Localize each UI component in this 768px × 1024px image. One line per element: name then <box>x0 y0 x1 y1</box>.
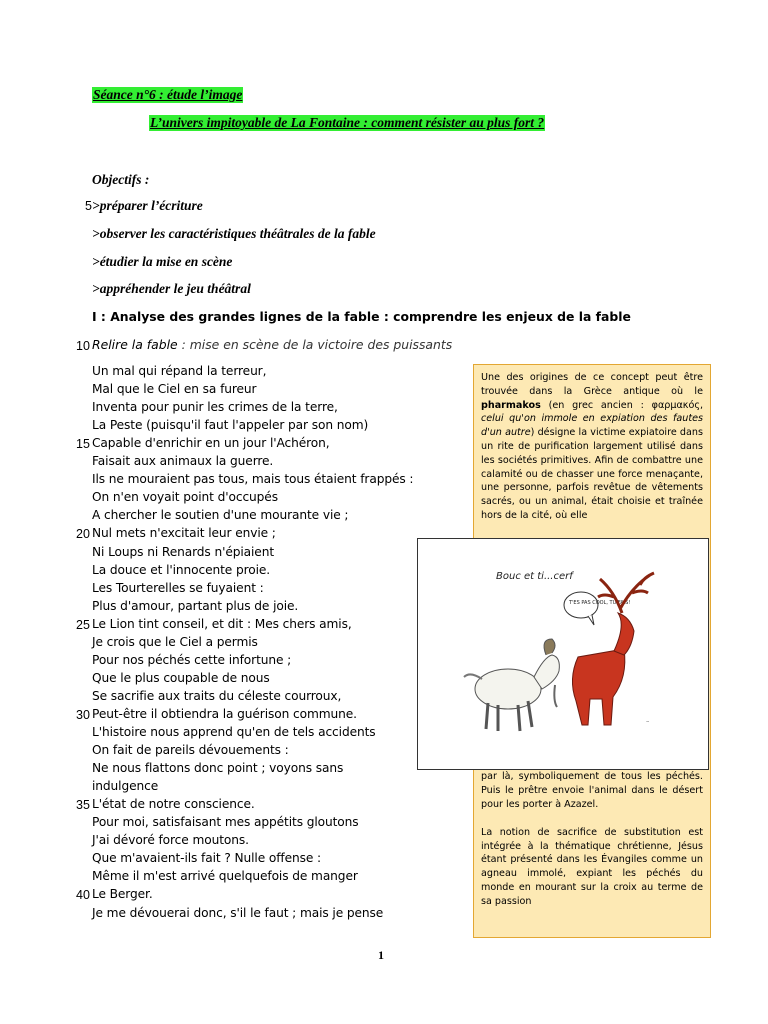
poem-line: Les Tourterelles se fuyaient : <box>92 580 264 595</box>
artist-signature: ~ <box>646 719 650 724</box>
poem-line: Ils ne mouraient pas tous, mais tous étaient frappés : <box>92 472 414 487</box>
poem-line: Même il m'est arrivé quelquefois de manger <box>92 869 358 884</box>
speech-bubble-tail <box>588 615 594 625</box>
poem-line: Plus d'amour, partant plus de joie. <box>92 598 299 613</box>
line-number: 25 <box>76 617 90 632</box>
line-number-5: 5 <box>85 199 92 213</box>
note-text: (en grec ancien : φαρμακός, <box>540 399 703 411</box>
poem-line: J'ai dévoré force moutons. <box>92 833 249 848</box>
poem-line: Se sacrifie aux traits du céleste courroux, <box>92 688 342 703</box>
objectif-item: >observer les caractéristiques théâtrales de la fable <box>92 226 376 241</box>
objectifs-title: Objectifs : <box>92 172 150 187</box>
goat-figure <box>464 639 559 731</box>
poem-line: Ne nous flattons donc point ; voyons sans <box>92 761 344 776</box>
note-paragraph-1 <box>481 371 703 523</box>
poem-line: Faisait aux animaux la guerre. <box>92 454 274 469</box>
poem-line: Capable d'enrichir en un jour l'Achéron, <box>92 436 330 451</box>
cartoon-image <box>417 538 709 770</box>
poem-line: Nul mets n'excitait leur envie ; <box>92 526 276 541</box>
poem-line: Peut-être il obtiendra la guérison commune. <box>92 706 357 721</box>
objectif-item: >préparer l’écriture <box>92 198 203 213</box>
speech-bubble-text: T'ES PAS COOL, TU FAIS! <box>569 600 631 606</box>
poem-line: Le Lion tint conseil, et dit : Mes chers amis, <box>92 616 352 631</box>
section-title: I : Analyse des grandes lignes de la fable : comprendre les enjeux de la fable <box>92 309 631 324</box>
page-number: 1 <box>378 948 384 962</box>
note-text: Une des origines de ce concept peut être trouvée dans la Grèce antique où le <box>481 372 703 397</box>
note-italic: celui qu'on immole en expiation des fautes d'un autre <box>481 413 703 439</box>
seance-title: Séance n°6 : étude l’image <box>93 87 243 102</box>
line-number-10: 10 <box>76 339 90 353</box>
line-number: 20 <box>76 527 90 542</box>
poem-line: indulgence <box>92 779 159 794</box>
poem-line: On n'en voyait point d'occupés <box>92 490 278 505</box>
cartoon-illustration <box>418 539 708 769</box>
poem-line: L'histoire nous apprend qu'en de tels accidents <box>92 725 376 739</box>
poem-line: Que le plus coupable de nous <box>92 670 270 685</box>
line-number: 30 <box>76 707 90 722</box>
line-number: 15 <box>76 437 90 452</box>
poem-line: Ni Loups ni Renards n'épiaient <box>92 544 274 559</box>
poem-line: A chercher le soutien d'une mourante vie ; <box>92 508 349 523</box>
poem-line: Pour moi, satisfaisant mes appétits gloutons <box>92 815 359 830</box>
lesson-subtitle: L’univers impitoyable de La Fontaine : comment résister au plus fort ? <box>150 115 545 130</box>
note-paragraph-1-tail: par là, symboliquement de tous les péchés. Puis le prêtre envoie l'animal dans le désert pour les porter à Azazel. <box>481 771 703 810</box>
line-number: 40 <box>76 888 90 903</box>
poem-line: Mal que le Ciel en sa fureur <box>92 382 257 397</box>
poem-line: L'état de notre conscience. <box>92 797 255 812</box>
note-text: ) désigne la victime expiatoire dans un rite de purification largement utilisé dans les sociétés primitives. Afin de combattre une calamité ou de chasser une force menaçante, une personne, parfois revêtue de vêtements sacrés, ou un animal, était choisie et traînée hors de la cité, où elle <box>481 427 703 521</box>
poem-line: Je me dévouerai donc, s'il le faut ; mais je pense <box>92 905 384 920</box>
cartoon-caption: Bouc et ti...cerf <box>496 571 573 582</box>
poem-line: Un mal qui répand la terreur, <box>92 364 267 378</box>
objectif-item: >étudier la mise en scène <box>92 254 233 269</box>
poem-line: Que m'avaient-ils fait ? Nulle offense : <box>92 851 322 866</box>
poem-line: On fait de pareils dévouements : <box>92 743 289 758</box>
line-number: 35 <box>76 798 90 813</box>
objectif-item: >appréhender le jeu théâtral <box>92 281 251 296</box>
note-paragraph-2: La notion de sacrifice de substitution est intégrée à la thématique chrétienne, Jésus étant présenté dans les Évangiles comme un agneau immolé, expiant les péchés du monde en mourant sur la croix au terme de sa passion <box>481 826 703 907</box>
instruction <box>92 337 452 352</box>
poem-line: Le Berger. <box>92 887 153 902</box>
poem-line: La douce et l'innocente proie. <box>92 562 271 577</box>
note-term: pharmakos <box>481 399 541 411</box>
poem-line: Je crois que le Ciel a permis <box>92 634 258 649</box>
instruction-lead: Relire la fable <box>92 337 178 352</box>
poem-line: Pour nos péchés cette infortune ; <box>92 652 292 667</box>
poem-line: Inventa pour punir les crimes de la terre, <box>92 400 338 415</box>
instruction-rest: : mise en scène de la victoire des puissants <box>177 337 453 352</box>
poem-line: La Peste (puisqu'il faut l'appeler par son nom) <box>92 418 369 433</box>
